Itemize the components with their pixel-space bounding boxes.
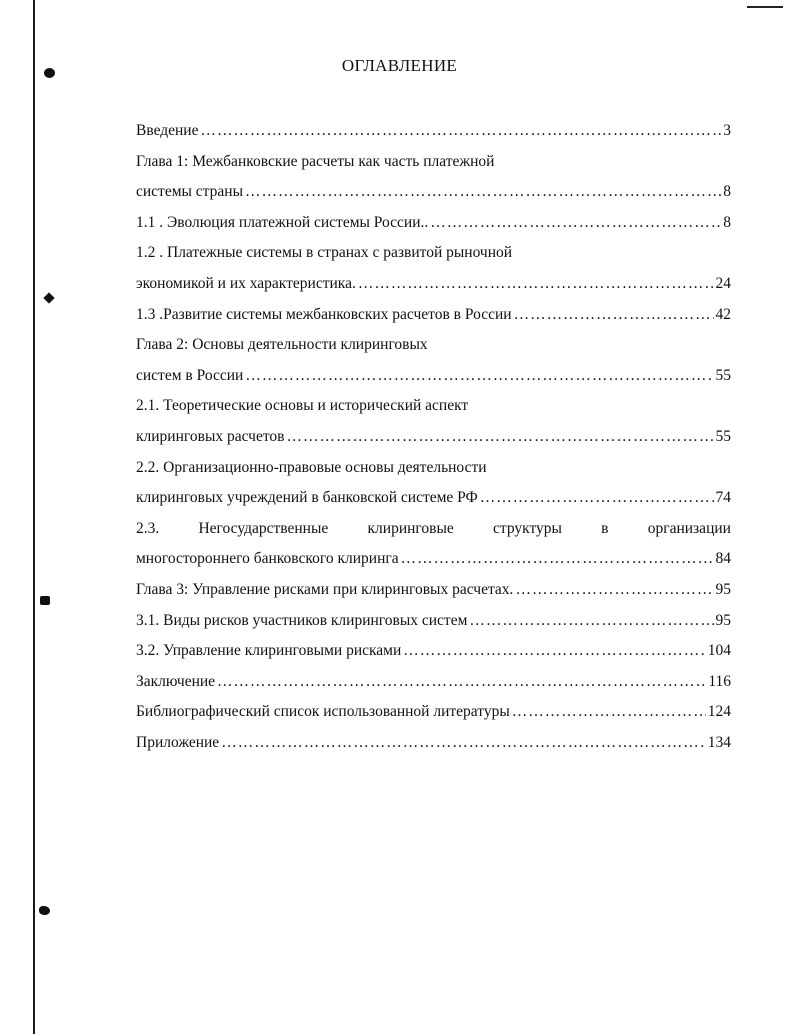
dot-leader [217,667,706,698]
toc-entry-text: Глава 3: Управление рисками при клиринговых расчетах. [136,580,514,598]
toc-entry-section-2-2-line1[interactable]: 2.2. Организационно-правовые основы деятельности [136,458,487,476]
dot-leader [514,300,714,331]
toc-entry-chapter-2[interactable] [136,361,731,392]
binder-hole-mark [43,292,54,303]
toc-page-number: 95 [715,580,731,598]
toc-entry-text: Библиографический список использованной литературы [136,703,510,721]
toc-entry-text: Заключение [136,672,216,690]
dot-leader [245,177,721,208]
toc-entry-text: 3.2. Управление клиринговыми рисками [136,642,402,660]
page-title: ОГЛАВЛЕНИЕ [341,56,458,75]
toc-entry-conclusion[interactable] [136,667,731,698]
toc-entry-chapter-2-line1[interactable]: Глава 2: Основы деятельности клиринговых [136,336,428,354]
toc-page-number: 74 [715,489,731,507]
toc-entry-text: клиринговых расчетов [136,427,285,445]
toc-entry-chapter-3[interactable] [136,575,731,606]
toc-page-number: 84 [715,550,731,568]
toc-word: Негосударственные [198,519,329,537]
toc-page-number: 134 [707,733,731,751]
binder-hole-mark [40,596,50,605]
dot-leader [512,697,706,728]
toc-entry-section-2-2[interactable] [136,483,731,514]
toc-entry-section-3-2[interactable] [136,636,731,667]
toc-entry-text: многостороннего банковского клиринга [136,550,399,568]
toc-entry-text: Введение [136,122,199,139]
toc-entry-section-1-2[interactable] [136,269,731,300]
dot-leader [430,208,721,239]
toc-entry-chapter-1[interactable] [136,177,731,208]
toc-page-number: 124 [707,703,731,721]
dot-leader [221,728,706,759]
toc-entry-text: систем в России [136,366,244,384]
dot-leader [200,116,721,147]
toc-entry-text: Приложение [136,733,220,751]
toc-page-number: 3 [723,122,731,139]
dot-leader [287,422,714,453]
toc-page-number: 55 [715,366,731,384]
dot-leader [515,575,713,606]
toc-entry-appendix[interactable] [136,728,731,759]
toc-entry-introduction[interactable] [136,116,731,147]
toc-word: организации [647,519,731,537]
toc-entry-text: 1.3 .Развитие системы межбанковских расчетов в России [136,305,512,323]
toc-page-number: 116 [708,672,731,690]
toc-page-number: 55 [715,427,731,445]
toc-page-number: 24 [715,274,731,292]
toc-entry-section-1-2-line1[interactable]: 1.2 . Платежные системы в странах с развитой рыночной [136,244,513,262]
binder-hole-mark [39,906,50,915]
binder-margin-line [33,0,35,1034]
toc-entry-text: 1.1 . Эволюция платежной системы России.. [136,213,429,231]
toc-word: клиринговые [367,519,454,537]
toc-entry-text: клиринговых учреждений в банковской системе РФ [136,489,478,507]
dot-leader [401,544,714,575]
dot-leader [480,483,714,514]
toc-entry-text: экономикой и их характеристика. [136,274,356,292]
toc-entry-text: системы страны [136,183,243,201]
toc-page-number: 104 [707,642,731,660]
corner-scan-mark [747,6,783,8]
toc-entry-section-1-1[interactable] [136,208,731,239]
dot-leader [469,606,713,637]
toc-entry-section-3-1[interactable] [136,606,731,637]
table-of-contents [136,116,731,758]
toc-word: структуры [492,519,562,537]
toc-entry-section-2-1-line1[interactable]: 2.1. Теоретические основы и исторический аспект [136,397,469,415]
toc-page-number: 8 [723,183,731,201]
toc-word: 2.3. [136,519,160,537]
dot-leader [358,269,714,300]
toc-entry-section-2-3-line1[interactable] [136,514,731,545]
toc-entry-text: 3.1. Виды рисков участников клиринговых систем [136,611,468,629]
toc-word: в [601,519,609,537]
dot-leader [245,361,713,392]
toc-entry-section-2-1[interactable] [136,422,731,453]
dot-leader [403,636,705,667]
toc-page-number: 95 [715,611,731,629]
toc-entry-chapter-1-line1[interactable]: Глава 1: Межбанковские расчеты как часть платежной [136,152,495,170]
toc-entry-section-2-3[interactable] [136,544,731,575]
toc-page-number: 42 [715,305,731,323]
toc-page-number: 8 [723,213,731,231]
toc-entry-section-1-3[interactable] [136,300,731,331]
toc-entry-bibliography[interactable] [136,697,731,728]
